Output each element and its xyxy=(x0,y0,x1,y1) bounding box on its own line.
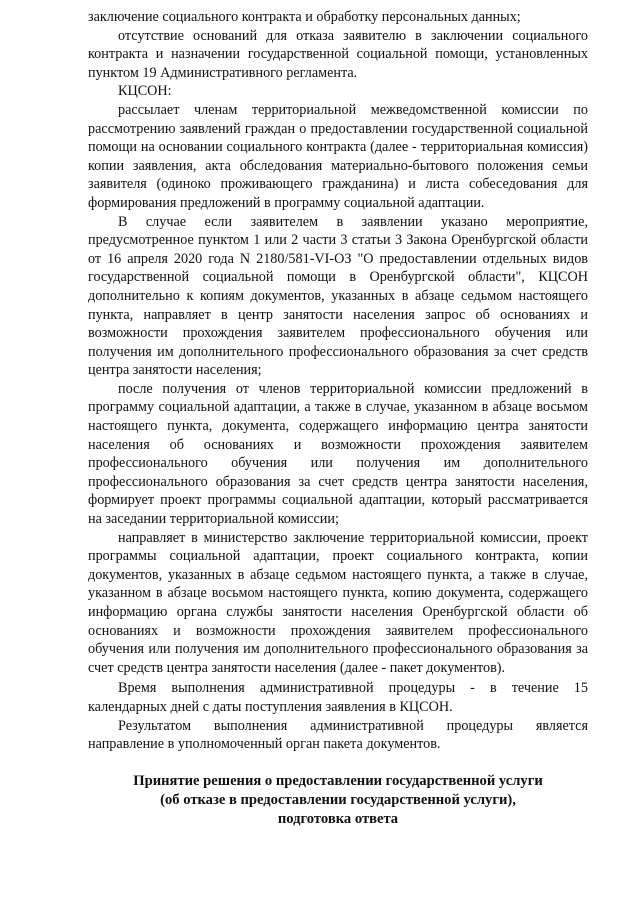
paragraph-consent-clause: заключение социального контракта и обработку персональных данных; xyxy=(88,9,521,25)
paragraph-employment-center-request: В случае если заявителем в заявлении указано мероприятие, предусмотренное пунктом 1 или 2 части 3 статьи 3 Закона Оренбургской области от 16 апреля 2020 года N 2180/581-VI-ОЗ "О предоставлении отдельных видов государственной социальной помощи в Оренбургской области", КЦСОН дополнительно к копиям документов, указанных в абзаце седьмом настоящего пункта, направляет в центр занятости населения запрос об основаниях и возможности прохождения заявителем профессионального обучения или получения им дополнительного профессионального образования за счет средств центра занятости населения; xyxy=(88,213,588,379)
paragraph-kcson-label: КЦСОН: xyxy=(118,83,172,100)
paragraph-program-draft: после получения от членов территориальной комиссии предложений в программу социальной адаптации, а также в случае, указанном в абзаце восьмом настоящего пункта, документа, содержащего информацию центра занятости населения об основаниях и возможности прохождения заявителем профессионального обучения или получения им дополнительного профессионального образования за счет средств центра занятости населения, формирует проект программы социальной адаптации, который рассматривается на заседании территориальной комиссии; xyxy=(88,380,588,528)
paragraph-no-refusal-grounds: отсутствие оснований для отказа заявителю в заключении социального контракта и назначении государственной социальной помощи, установленных пунктом 19 Административного регламента. xyxy=(88,27,588,81)
section-heading-line-3: подготовка ответа xyxy=(277,811,399,827)
paragraph-procedure-time: Время выполнения административной процедуры - в течение 15 календарных дней с даты поступления заявления в КЦСОН. xyxy=(88,680,588,715)
section-heading xyxy=(88,772,588,829)
paragraph-send-to-ministry: направляет в министерство заключение территориальной комиссии, проект программы социальной адаптации, проект социального контракта, копии документов, указанных в абзаце седьмом настоящего пункта, а также в случае, указанном в абзаце восьмом настоящего пункта, копию документа, содержащего информацию органа службы занятости населения Оренбургской области об основаниях и возможности прохождения заявителем профессионального обучения или получения им дополнительного профессионального образования за счет средств центра занятости населения (далее - пакет документов). xyxy=(88,529,588,676)
paragraph-commission-distribution: рассылает членам территориальной межведомственной комиссии по рассмотрению заявлений граждан о предоставлении государственной социальной помощи на основании социального контракта (далее - территориальная комиссия) копии заявления, акта обследования материально-бытового положения семьи заявителя (одиноко проживающего гражданина) и листа собеседования для формирования предложений в программу социальной адаптации. xyxy=(88,101,588,211)
paragraph-procedure-result: Результатом выполнения административной процедуры является направление в уполномоченный орган пакета документов. xyxy=(88,717,588,753)
section-heading-line-2: (об отказе в предоставлении государственной услуги), xyxy=(160,792,516,808)
section-heading-line-1: Принятие решения о предоставлении государственной услуги xyxy=(133,773,543,789)
document-body xyxy=(88,8,588,754)
